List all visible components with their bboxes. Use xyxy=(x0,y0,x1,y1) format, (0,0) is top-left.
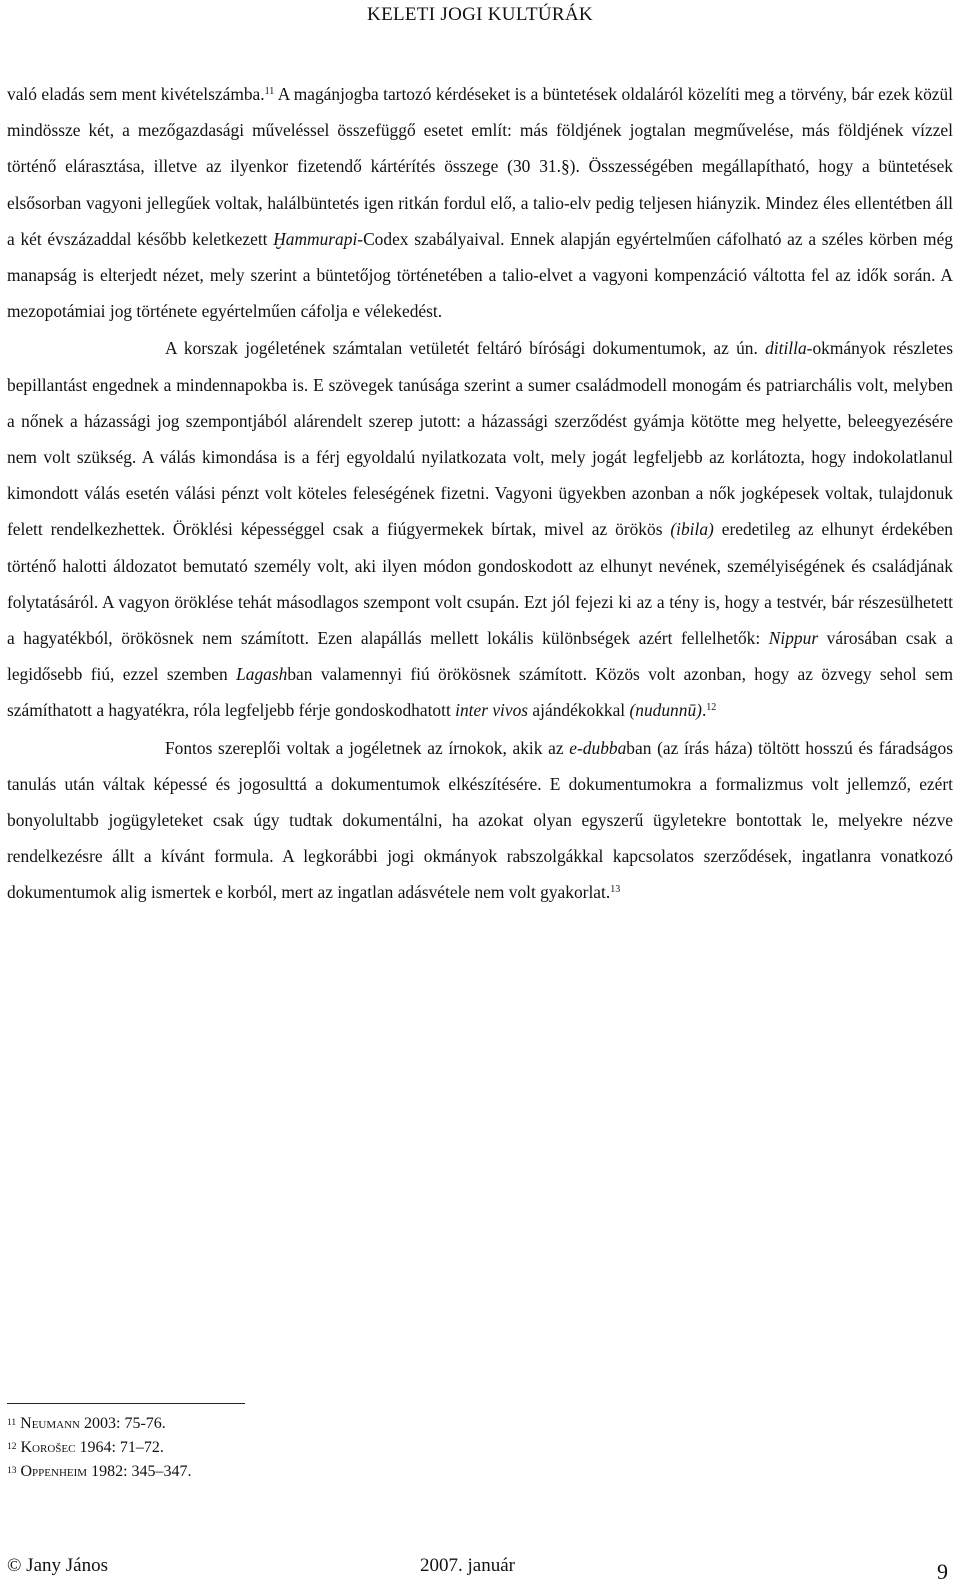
text-run: -okmányok részletes bepillantást engednek a mindennapokba is. E szövegek tanúsága szerint a sumer családmodell monogám és patriarchális volt, melyben a nőnek a házassági jog szempontjából alárendelt szerep jutott: a házassági szerződést gyámja kötötte meg helyette, beleegyezésére nem volt szükség. A válás kimondása is a férj egyoldalú nyilatkozata volt, mely jogát legfeljebb az korlátozta, hogy indokolatlanul kimondott válás esetén válási pénzt volt köteles feleségének fizetni. Vagyoni ügyekben azonban a nők jogképesek voltak, tulajdonuk felett rendelkezhettek. Öröklési képességgel csak a fiúgyermekek bírtak, mivel az örökös xyxy=(7,338,954,540)
paragraph-2 xyxy=(7,330,953,728)
text-run: A korszak jogéletének számtalan vetületét feltáró bírósági dokumentumok, az ún. xyxy=(165,338,766,359)
text-run: ban valamennyi fiú örökösnek számított. Közös volt azonban, hogy az özvegy sehol sem számíthatott a hagyatékra, róla legfeljebb férje gondoskodhatott xyxy=(7,664,954,721)
footnote-12 xyxy=(7,1436,507,1460)
term-ibila: (ibila) xyxy=(670,519,714,540)
footnote-author: Oppenheim xyxy=(20,1463,88,1480)
footnote-ref-11[interactable]: 11 xyxy=(264,86,275,97)
text-run: városában csak a legidősebb fiú, ezzel szemben xyxy=(7,628,953,685)
term-e-dubba: e-dubba xyxy=(569,737,627,758)
term-ditilla: ditilla xyxy=(765,338,807,359)
text-run: A magánjogba tartozó kérdéseket is a büntetések oldaláról közelíti meg a törvény, bár ezek közül mindössze két, a mezőgazdasági műveléssel összefüggő esetet említ: más földjének jogtalan megművelése, más földjének vízzel történő elárasztása, illetve az ilyenkor fizetendő kártérítés összege (30 31.§). Összességében megállapítható, hogy a büntetések elsősorban vagyoni jellegűek voltak, halálbüntetés igen ritkán fordul elő, a talio-elv pedig teljesen hiányzik. Mindez éles ellentétben áll a két évszázaddal később keletkezett xyxy=(7,84,954,249)
footnote-13 xyxy=(7,1460,507,1484)
footnote-number: 13 xyxy=(7,1466,17,1476)
paragraph-3 xyxy=(7,730,953,911)
text-run: Fontos szereplői voltak a jogéletnek az írnokok, akik az xyxy=(165,737,570,758)
running-header: KELETI JOGI KULTÚRÁK xyxy=(367,4,593,25)
text-run: ban (az írás háza) töltött hosszú és fáradságos tanulás után váltak képessé és jogosulttá a dokumentumok elkészítésére. E dokumentumokra a formalizmus volt jellemző, ezért bonyolultabb jogügyleteket csak úgy tudtak dokumentálni, ha azokat olyan egyszerű ügyletekre bontottak le, melyekre nézve rendelkezésre állt a kívánt formula. A legkorábbi jogi okmányok rabszolgákkal kapcsolatos szerződések, ingatlanra vonatkozó dokumentumok alig ismertek e korból, mert az ingatlan adásvétele nem volt gyakorlat. xyxy=(7,737,954,903)
text-run: eredetileg az elhunyt érdekében történő halotti áldozatot bemutató személy volt, aki ilyen módon gondoskodott az elhunyt nevének, személyiségének és családjának folytatásáról. A vagyon öröklése tehát másodlagos szempont volt csupán. Ezt jól fejezi ki az a tény is, hogy a testvér, bár részesülhetett a hagyatékból, örökösnek nem számított. Ezen alapállás mellett lokális különbségek azért fellelhetők: xyxy=(7,519,953,649)
main-text xyxy=(7,76,953,911)
footnote-author: Neumann xyxy=(20,1415,80,1432)
footnote-ref: 1982: 345–347. xyxy=(87,1463,192,1480)
term-lagash: Lagash xyxy=(236,664,288,685)
text-run: -Codex szabályaival. Ennek alapján egyértelműen cáfolható az a széles körben még manapság is elterjedt nézet, mely szerint a büntetőjog történetében a talio-elvet a vagyoni kompenzáció váltotta fel az idők során. A mezopotámiai jog története egyértelműen cáfolja e vélekedést. xyxy=(7,228,953,322)
paragraph-1 xyxy=(7,76,953,329)
footnote-ref-12[interactable]: 12 xyxy=(706,702,717,714)
term-hammurapi: Ḫammurapi xyxy=(273,228,358,249)
footnote-separator xyxy=(7,1403,245,1404)
footnote-11 xyxy=(7,1412,507,1436)
footnote-ref: 2003: 75-76. xyxy=(80,1415,166,1432)
footer-author: © Jany János xyxy=(7,1555,108,1576)
text-run: való eladás sem ment kivételszámba. xyxy=(7,84,265,104)
footnotes xyxy=(7,1412,507,1484)
text-run: . xyxy=(701,700,707,721)
text-run: ajándékokkal xyxy=(528,700,630,721)
footnote-number: 11 xyxy=(7,1418,17,1428)
footer-date: 2007. január xyxy=(420,1555,515,1576)
footnote-author: Korošec xyxy=(20,1439,76,1456)
term-inter-vivos: inter vivos xyxy=(455,700,529,721)
footnote-number: 12 xyxy=(7,1442,17,1452)
footnote-ref: 1964: 71–72. xyxy=(75,1439,164,1456)
page-number: 9 xyxy=(937,1559,948,1584)
term-nudunnu: (nudunnū) xyxy=(629,700,702,721)
term-nippur: Nippur xyxy=(768,628,819,649)
footnote-ref-13[interactable]: 13 xyxy=(610,884,621,896)
